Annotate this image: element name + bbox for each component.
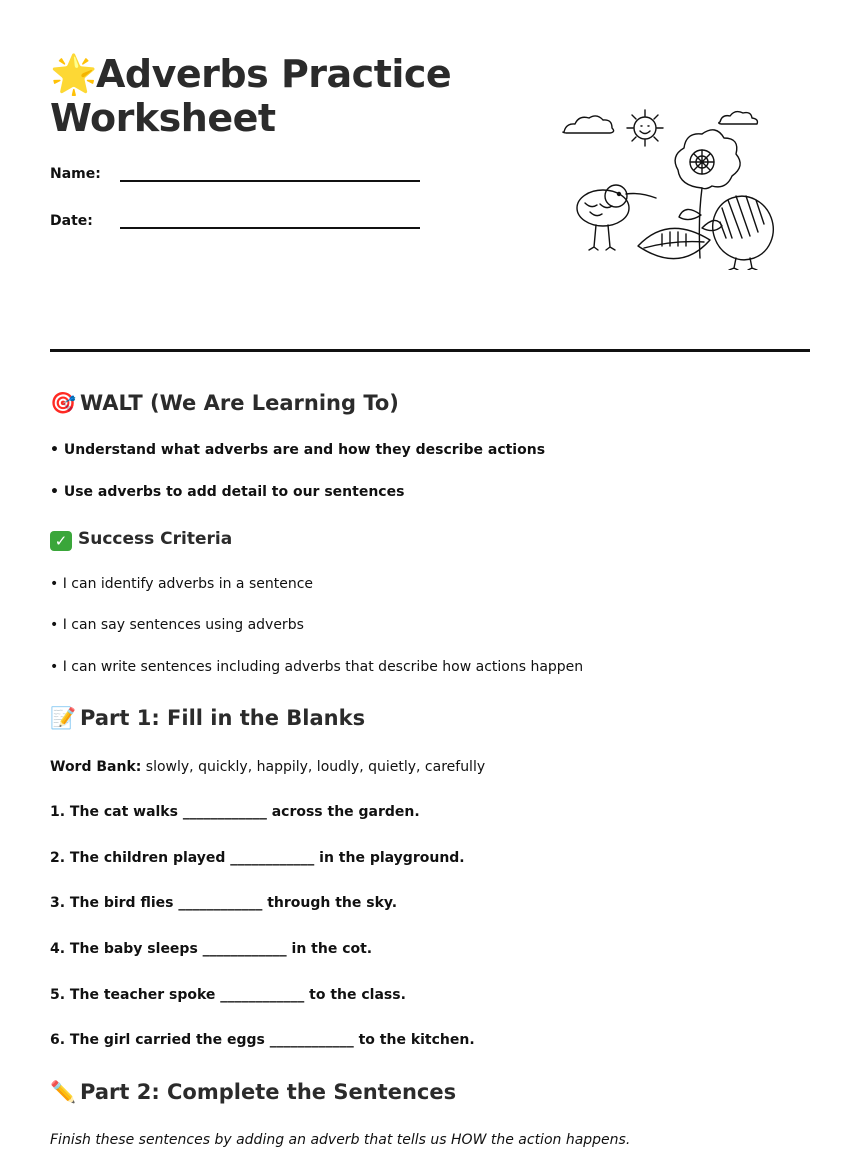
success-item-2: • I can say sentences using adverbs (50, 617, 304, 633)
name-line[interactable] (120, 180, 420, 182)
target-icon: 🎯 (50, 391, 77, 415)
word-bank (50, 759, 485, 775)
walt-heading-text: WALT (We Are Learning To) (80, 391, 399, 415)
success-item-1: • I can identify adverbs in a sentence (50, 576, 314, 592)
name-field[interactable] (50, 166, 101, 182)
walt-item-2: • Use adverbs to add detail to our sentences (50, 484, 405, 500)
date-line[interactable] (120, 227, 420, 229)
part1-heading (50, 706, 365, 731)
question-4: 4. The baby sleeps ____________ in the cot. (50, 941, 373, 957)
title-line-2: Worksheet (50, 96, 276, 140)
question-6: 6. The girl carried the eggs ____________ to the kitchen. (50, 1032, 475, 1048)
part1-heading-text: Part 1: Fill in the Blanks (80, 706, 366, 730)
success-criteria-heading-text: Success Criteria (78, 529, 233, 549)
star-icon: 🌟 (50, 52, 97, 96)
memo-icon: 📝 (50, 706, 77, 730)
word-bank-words: slowly, quickly, happily, loudly, quietly, carefully (141, 759, 486, 775)
question-5: 5. The teacher spoke ____________ to the class. (50, 987, 406, 1003)
question-2: 2. The children played ____________ in the playground. (50, 850, 465, 866)
question-3: 3. The bird flies ____________ through the sky. (50, 895, 398, 911)
question-1: 1. The cat walks ____________ across the garden. (50, 804, 420, 820)
part2-instruction: Finish these sentences by adding an adverb that tells us HOW the action happens. (50, 1132, 631, 1148)
date-label: Date: (50, 213, 93, 229)
page-title (50, 52, 451, 140)
part2-heading-text: Part 2: Complete the Sentences (80, 1080, 457, 1104)
word-bank-label: Word Bank: (50, 759, 142, 775)
walt-item-1: • Understand what adverbs are and how they describe actions (50, 442, 546, 458)
pencil-icon: ✏️ (50, 1080, 77, 1104)
success-criteria-heading (50, 529, 232, 551)
name-label: Name: (50, 166, 101, 182)
date-field[interactable] (50, 213, 93, 229)
section-divider (50, 349, 810, 352)
check-mark-icon: ✓ (50, 531, 72, 551)
walt-heading (50, 391, 399, 416)
worksheet-page (50, 0, 810, 1161)
success-item-3: • I can write sentences including adverbs that describe how actions happen (50, 659, 584, 675)
title-line-1: Adverbs Practice (96, 52, 452, 96)
kiwi-birds-flower-sun-illustration (560, 100, 780, 270)
part2-heading (50, 1080, 456, 1105)
